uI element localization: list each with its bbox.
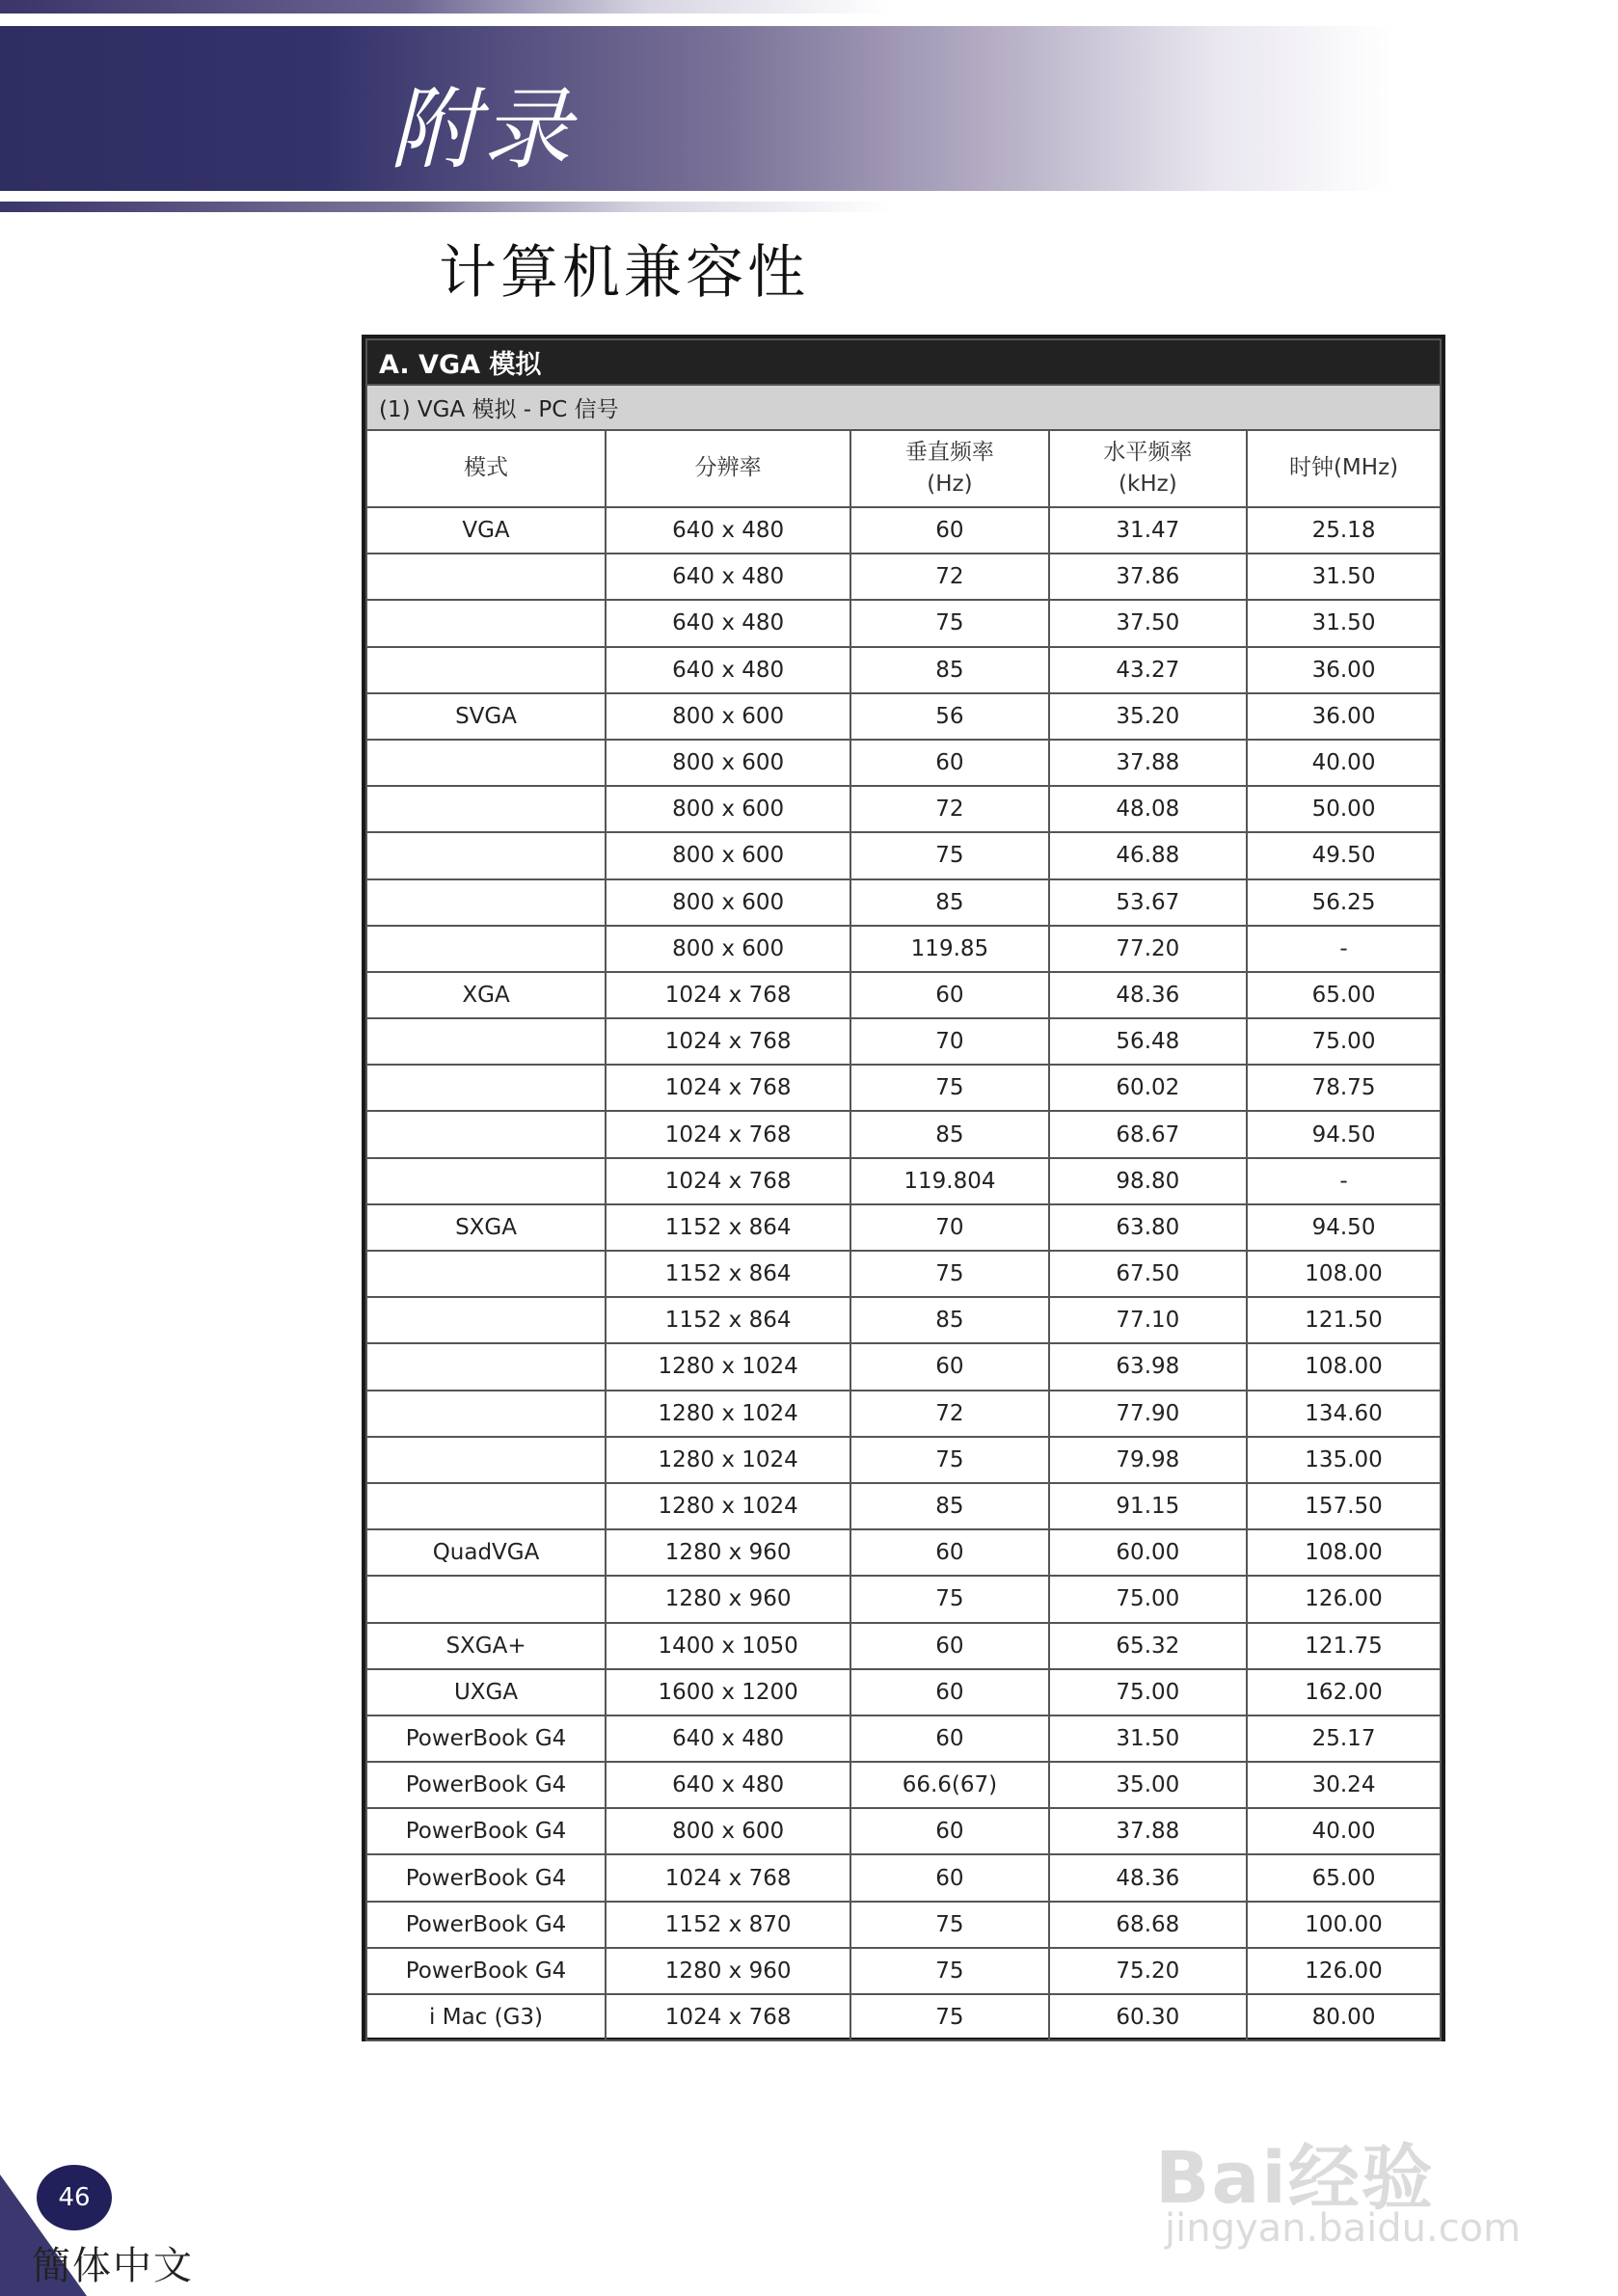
table-row bbox=[366, 1391, 1441, 1437]
resolution-cell: 1280 x 1024 bbox=[606, 1483, 850, 1529]
mode-cell bbox=[366, 1018, 606, 1065]
horizontal-frequency-cell: 75.00 bbox=[1049, 1576, 1247, 1622]
mode-cell: PowerBook G4 bbox=[366, 1762, 606, 1808]
mode-cell bbox=[366, 1343, 606, 1390]
subsection-title: (1) VGA 模拟 - PC 信号 bbox=[366, 385, 1441, 430]
clock-cell: 121.75 bbox=[1247, 1623, 1441, 1669]
mode-cell bbox=[366, 647, 606, 693]
resolution-cell: 1152 x 864 bbox=[606, 1297, 850, 1343]
vertical-frequency-cell: 85 bbox=[850, 1483, 1048, 1529]
clock-cell: 78.75 bbox=[1247, 1065, 1441, 1111]
table-row bbox=[366, 507, 1441, 554]
horizontal-frequency-cell: 43.27 bbox=[1049, 647, 1247, 693]
vertical-frequency-cell: 56 bbox=[850, 693, 1048, 740]
table-row bbox=[366, 1762, 1441, 1808]
vertical-frequency-cell: 70 bbox=[850, 1018, 1048, 1065]
column-header-line2: (Hz) bbox=[927, 472, 973, 497]
table-row bbox=[366, 786, 1441, 832]
horizontal-frequency-cell: 48.36 bbox=[1049, 1854, 1247, 1901]
resolution-cell: 1024 x 768 bbox=[606, 1994, 850, 2040]
vertical-frequency-cell: 75 bbox=[850, 1251, 1048, 1297]
horizontal-frequency-cell: 98.80 bbox=[1049, 1158, 1247, 1204]
vertical-frequency-cell: 60 bbox=[850, 507, 1048, 554]
resolution-cell: 1024 x 768 bbox=[606, 1065, 850, 1111]
clock-cell: 40.00 bbox=[1247, 740, 1441, 786]
resolution-cell: 1152 x 870 bbox=[606, 1902, 850, 1948]
table-row bbox=[366, 1343, 1441, 1390]
column-header bbox=[1247, 430, 1441, 507]
horizontal-frequency-cell: 31.47 bbox=[1049, 507, 1247, 554]
clock-cell: 75.00 bbox=[1247, 1018, 1441, 1065]
mode-cell bbox=[366, 926, 606, 972]
mode-cell bbox=[366, 879, 606, 926]
clock-cell: 157.50 bbox=[1247, 1483, 1441, 1529]
column-header-line1: 时钟(MHz) bbox=[1288, 455, 1399, 481]
vertical-frequency-cell: 75 bbox=[850, 1437, 1048, 1483]
resolution-cell: 1152 x 864 bbox=[606, 1251, 850, 1297]
section-header-row bbox=[366, 339, 1441, 385]
vertical-frequency-cell: 60 bbox=[850, 1623, 1048, 1669]
mode-cell bbox=[366, 1576, 606, 1622]
column-header-line1: 垂直频率 bbox=[904, 439, 994, 465]
clock-cell: - bbox=[1247, 926, 1441, 972]
vertical-frequency-cell: 75 bbox=[850, 1948, 1048, 1994]
table-row bbox=[366, 832, 1441, 878]
resolution-cell: 1024 x 768 bbox=[606, 1854, 850, 1901]
horizontal-frequency-cell: 77.20 bbox=[1049, 926, 1247, 972]
mode-cell: XGA bbox=[366, 972, 606, 1018]
column-header-line1: 模式 bbox=[464, 455, 509, 481]
resolution-cell: 1024 x 768 bbox=[606, 972, 850, 1018]
resolution-cell: 1024 x 768 bbox=[606, 1018, 850, 1065]
clock-cell: 31.50 bbox=[1247, 554, 1441, 600]
horizontal-frequency-cell: 48.08 bbox=[1049, 786, 1247, 832]
vertical-frequency-cell: 72 bbox=[850, 786, 1048, 832]
clock-cell: 36.00 bbox=[1247, 693, 1441, 740]
horizontal-frequency-cell: 67.50 bbox=[1049, 1251, 1247, 1297]
column-header-line1: 水平频率 bbox=[1103, 439, 1193, 465]
resolution-cell: 1024 x 768 bbox=[606, 1111, 850, 1157]
top-decorative-stripe bbox=[0, 0, 1618, 14]
clock-cell: 108.00 bbox=[1247, 1251, 1441, 1297]
resolution-cell: 640 x 480 bbox=[606, 507, 850, 554]
vertical-frequency-cell: 60 bbox=[850, 1669, 1048, 1715]
language-label: 簡体中文 bbox=[32, 2244, 194, 2288]
table-row bbox=[366, 1623, 1441, 1669]
horizontal-frequency-cell: 37.88 bbox=[1049, 740, 1247, 786]
table-row bbox=[366, 1948, 1441, 1994]
table-row bbox=[366, 1065, 1441, 1111]
mode-cell: PowerBook G4 bbox=[366, 1902, 606, 1948]
mode-cell: SVGA bbox=[366, 693, 606, 740]
vertical-frequency-cell: 66.6(67) bbox=[850, 1762, 1048, 1808]
horizontal-frequency-cell: 79.98 bbox=[1049, 1437, 1247, 1483]
vertical-frequency-cell: 85 bbox=[850, 879, 1048, 926]
clock-cell: 80.00 bbox=[1247, 1994, 1441, 2040]
table-row bbox=[366, 1715, 1441, 1762]
vertical-frequency-cell: 75 bbox=[850, 1065, 1048, 1111]
resolution-cell: 800 x 600 bbox=[606, 693, 850, 740]
clock-cell: 65.00 bbox=[1247, 1854, 1441, 1901]
mode-cell bbox=[366, 554, 606, 600]
resolution-cell: 1400 x 1050 bbox=[606, 1623, 850, 1669]
watermark-brand: Bai经验 bbox=[1155, 2137, 1435, 2220]
table-row bbox=[366, 1669, 1441, 1715]
column-header bbox=[1049, 430, 1247, 507]
mode-cell: PowerBook G4 bbox=[366, 1715, 606, 1762]
horizontal-frequency-cell: 53.67 bbox=[1049, 879, 1247, 926]
resolution-cell: 800 x 600 bbox=[606, 740, 850, 786]
vertical-frequency-cell: 60 bbox=[850, 1343, 1048, 1390]
horizontal-frequency-cell: 31.50 bbox=[1049, 1715, 1247, 1762]
horizontal-frequency-cell: 75.20 bbox=[1049, 1948, 1247, 1994]
table-row bbox=[366, 926, 1441, 972]
resolution-cell: 1280 x 960 bbox=[606, 1948, 850, 1994]
table-row bbox=[366, 879, 1441, 926]
vertical-frequency-cell: 72 bbox=[850, 1391, 1048, 1437]
mode-cell: PowerBook G4 bbox=[366, 1948, 606, 1994]
table-row bbox=[366, 1111, 1441, 1157]
column-header bbox=[850, 430, 1048, 507]
clock-cell: 40.00 bbox=[1247, 1808, 1441, 1854]
clock-cell: 94.50 bbox=[1247, 1111, 1441, 1157]
vertical-frequency-cell: 119.85 bbox=[850, 926, 1048, 972]
column-header-line2: (kHz) bbox=[1119, 472, 1177, 497]
mode-cell bbox=[366, 1065, 606, 1111]
horizontal-frequency-cell: 46.88 bbox=[1049, 832, 1247, 878]
horizontal-frequency-cell: 63.80 bbox=[1049, 1204, 1247, 1251]
resolution-cell: 640 x 480 bbox=[606, 1715, 850, 1762]
mode-cell bbox=[366, 1158, 606, 1204]
subsection-header-row bbox=[366, 385, 1441, 430]
vertical-frequency-cell: 60 bbox=[850, 1529, 1048, 1576]
vertical-frequency-cell: 60 bbox=[850, 740, 1048, 786]
mode-cell bbox=[366, 1111, 606, 1157]
horizontal-frequency-cell: 91.15 bbox=[1049, 1483, 1247, 1529]
table-row bbox=[366, 740, 1441, 786]
table-row bbox=[366, 600, 1441, 646]
mode-cell: PowerBook G4 bbox=[366, 1808, 606, 1854]
vertical-frequency-cell: 85 bbox=[850, 647, 1048, 693]
resolution-cell: 800 x 600 bbox=[606, 1808, 850, 1854]
resolution-cell: 1280 x 1024 bbox=[606, 1391, 850, 1437]
horizontal-frequency-cell: 37.88 bbox=[1049, 1808, 1247, 1854]
horizontal-frequency-cell: 60.02 bbox=[1049, 1065, 1247, 1111]
column-header-line1: 分辨率 bbox=[694, 455, 762, 481]
clock-cell: 162.00 bbox=[1247, 1669, 1441, 1715]
table-row bbox=[366, 1576, 1441, 1622]
resolution-cell: 800 x 600 bbox=[606, 879, 850, 926]
horizontal-frequency-cell: 65.32 bbox=[1049, 1623, 1247, 1669]
horizontal-frequency-cell: 63.98 bbox=[1049, 1343, 1247, 1390]
table-row bbox=[366, 1808, 1441, 1854]
header-banner bbox=[0, 26, 1618, 191]
clock-cell: 65.00 bbox=[1247, 972, 1441, 1018]
resolution-cell: 1280 x 1024 bbox=[606, 1437, 850, 1483]
table-row bbox=[366, 1529, 1441, 1576]
clock-cell: 30.24 bbox=[1247, 1762, 1441, 1808]
vertical-frequency-cell: 75 bbox=[850, 600, 1048, 646]
resolution-cell: 1280 x 1024 bbox=[606, 1343, 850, 1390]
vertical-frequency-cell: 75 bbox=[850, 1994, 1048, 2040]
resolution-cell: 640 x 480 bbox=[606, 647, 850, 693]
resolution-cell: 800 x 600 bbox=[606, 926, 850, 972]
clock-cell: 25.18 bbox=[1247, 507, 1441, 554]
vertical-frequency-cell: 60 bbox=[850, 1808, 1048, 1854]
resolution-cell: 1024 x 768 bbox=[606, 1158, 850, 1204]
vertical-frequency-cell: 119.804 bbox=[850, 1158, 1048, 1204]
horizontal-frequency-cell: 77.10 bbox=[1049, 1297, 1247, 1343]
horizontal-frequency-cell: 48.36 bbox=[1049, 972, 1247, 1018]
table-row bbox=[366, 1018, 1441, 1065]
table-row bbox=[366, 1902, 1441, 1948]
horizontal-frequency-cell: 56.48 bbox=[1049, 1018, 1247, 1065]
clock-cell: 49.50 bbox=[1247, 832, 1441, 878]
resolution-cell: 640 x 480 bbox=[606, 600, 850, 646]
clock-cell: 36.00 bbox=[1247, 647, 1441, 693]
horizontal-frequency-cell: 35.20 bbox=[1049, 693, 1247, 740]
resolution-cell: 1280 x 960 bbox=[606, 1576, 850, 1622]
column-header bbox=[366, 430, 606, 507]
mode-cell bbox=[366, 832, 606, 878]
compatibility-table bbox=[365, 338, 1442, 2041]
banner-title: 附录 bbox=[390, 78, 576, 181]
column-header bbox=[606, 430, 850, 507]
mode-cell bbox=[366, 1297, 606, 1343]
resolution-cell: 640 x 480 bbox=[606, 554, 850, 600]
horizontal-frequency-cell: 75.00 bbox=[1049, 1669, 1247, 1715]
vertical-frequency-cell: 60 bbox=[850, 1854, 1048, 1901]
horizontal-frequency-cell: 35.00 bbox=[1049, 1762, 1247, 1808]
compatibility-table-frame bbox=[362, 335, 1445, 2041]
table-row bbox=[366, 647, 1441, 693]
clock-cell: 50.00 bbox=[1247, 786, 1441, 832]
table-row bbox=[366, 1251, 1441, 1297]
vertical-frequency-cell: 72 bbox=[850, 554, 1048, 600]
resolution-cell: 800 x 600 bbox=[606, 786, 850, 832]
clock-cell: 134.60 bbox=[1247, 1391, 1441, 1437]
clock-cell: 108.00 bbox=[1247, 1529, 1441, 1576]
mode-cell: VGA bbox=[366, 507, 606, 554]
table-row bbox=[366, 1483, 1441, 1529]
horizontal-frequency-cell: 37.50 bbox=[1049, 600, 1247, 646]
mode-cell bbox=[366, 1391, 606, 1437]
table-row bbox=[366, 1437, 1441, 1483]
vertical-frequency-cell: 60 bbox=[850, 972, 1048, 1018]
horizontal-frequency-cell: 60.30 bbox=[1049, 1994, 1247, 2040]
table-row bbox=[366, 1158, 1441, 1204]
watermark-url: jingyan.baidu.com bbox=[1165, 2206, 1522, 2251]
baidu-watermark bbox=[1155, 2064, 1570, 2256]
page-title: 计算机兼容性 bbox=[439, 239, 809, 307]
resolution-cell: 800 x 600 bbox=[606, 832, 850, 878]
table-row bbox=[366, 1854, 1441, 1901]
horizontal-frequency-cell: 77.90 bbox=[1049, 1391, 1247, 1437]
vertical-frequency-cell: 75 bbox=[850, 1576, 1048, 1622]
mode-cell bbox=[366, 600, 606, 646]
clock-cell: - bbox=[1247, 1158, 1441, 1204]
resolution-cell: 1280 x 960 bbox=[606, 1529, 850, 1576]
clock-cell: 100.00 bbox=[1247, 1902, 1441, 1948]
clock-cell: 126.00 bbox=[1247, 1948, 1441, 1994]
table-row bbox=[366, 1297, 1441, 1343]
bottom-decorative-stripe bbox=[0, 202, 1618, 212]
section-title: A. VGA 模拟 bbox=[366, 339, 1441, 385]
horizontal-frequency-cell: 68.67 bbox=[1049, 1111, 1247, 1157]
page-number-badge: 46 bbox=[37, 2165, 112, 2230]
vertical-frequency-cell: 70 bbox=[850, 1204, 1048, 1251]
clock-cell: 121.50 bbox=[1247, 1297, 1441, 1343]
table-row bbox=[366, 1204, 1441, 1251]
resolution-cell: 1600 x 1200 bbox=[606, 1669, 850, 1715]
resolution-cell: 1152 x 864 bbox=[606, 1204, 850, 1251]
clock-cell: 31.50 bbox=[1247, 600, 1441, 646]
mode-cell bbox=[366, 1483, 606, 1529]
horizontal-frequency-cell: 37.86 bbox=[1049, 554, 1247, 600]
horizontal-frequency-cell: 68.68 bbox=[1049, 1902, 1247, 1948]
mode-cell: PowerBook G4 bbox=[366, 1854, 606, 1901]
clock-cell: 25.17 bbox=[1247, 1715, 1441, 1762]
clock-cell: 126.00 bbox=[1247, 1576, 1441, 1622]
resolution-cell: 640 x 480 bbox=[606, 1762, 850, 1808]
mode-cell bbox=[366, 1437, 606, 1483]
mode-cell bbox=[366, 740, 606, 786]
vertical-frequency-cell: 75 bbox=[850, 1902, 1048, 1948]
mode-cell: QuadVGA bbox=[366, 1529, 606, 1576]
clock-cell: 56.25 bbox=[1247, 879, 1441, 926]
vertical-frequency-cell: 75 bbox=[850, 832, 1048, 878]
mode-cell bbox=[366, 1251, 606, 1297]
table-row bbox=[366, 693, 1441, 740]
vertical-frequency-cell: 60 bbox=[850, 1715, 1048, 1762]
table-row bbox=[366, 972, 1441, 1018]
clock-cell: 135.00 bbox=[1247, 1437, 1441, 1483]
mode-cell: UXGA bbox=[366, 1669, 606, 1715]
vertical-frequency-cell: 85 bbox=[850, 1111, 1048, 1157]
mode-cell: SXGA bbox=[366, 1204, 606, 1251]
table-row bbox=[366, 1994, 1441, 2040]
table-row bbox=[366, 554, 1441, 600]
vertical-frequency-cell: 85 bbox=[850, 1297, 1048, 1343]
column-header-row bbox=[366, 430, 1441, 507]
clock-cell: 94.50 bbox=[1247, 1204, 1441, 1251]
horizontal-frequency-cell: 60.00 bbox=[1049, 1529, 1247, 1576]
mode-cell: SXGA+ bbox=[366, 1623, 606, 1669]
mode-cell bbox=[366, 786, 606, 832]
mode-cell: i Mac (G3) bbox=[366, 1994, 606, 2040]
clock-cell: 108.00 bbox=[1247, 1343, 1441, 1390]
